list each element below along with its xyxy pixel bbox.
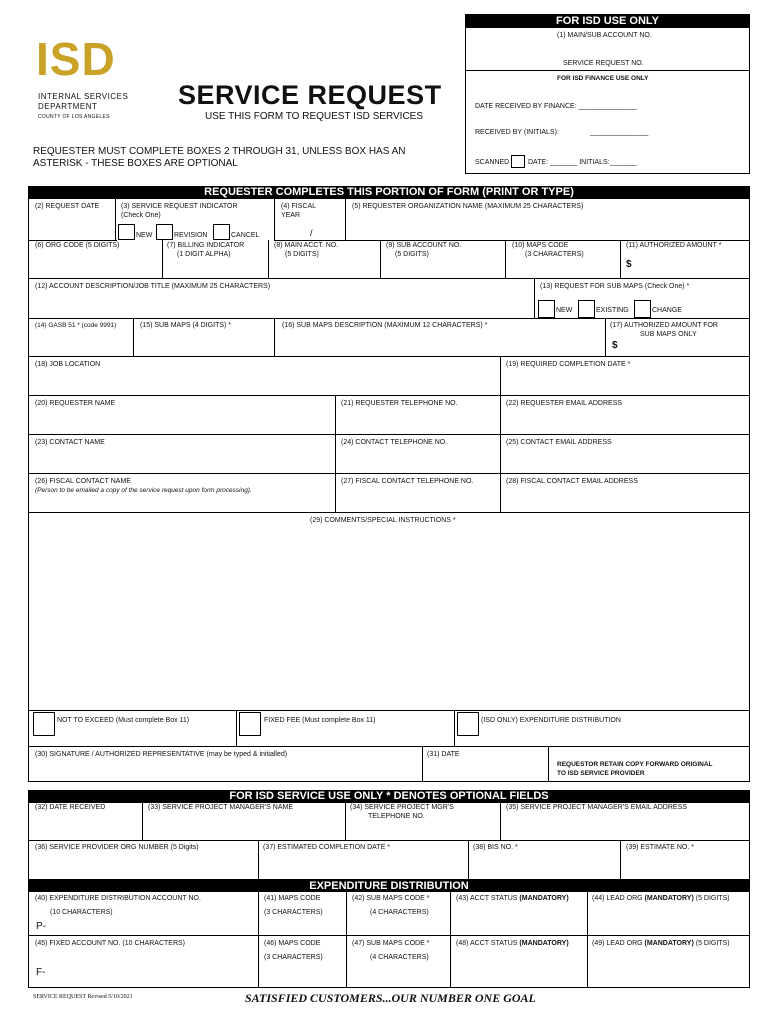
expenditure-distribution-checkbox[interactable] <box>457 712 479 736</box>
logo-line-2: DEPARTMENT <box>38 102 98 111</box>
f43-mandatory: (MANDATORY) <box>519 895 569 902</box>
f42-sub-label: (4 CHARACTERS) <box>370 909 429 916</box>
received-by-line: _______________ <box>590 129 649 136</box>
f44-label <box>592 894 730 903</box>
f48-mandatory: (MANDATORY) <box>519 940 569 947</box>
f45-label: (45) FIXED ACCOUNT NO. (10 CHARACTERS) <box>35 940 186 947</box>
new-checkbox[interactable] <box>118 224 135 240</box>
not-to-exceed-label: NOT TO EXCEED (Must complete Box 11) <box>57 717 190 724</box>
f3-sub-label: (Check One) <box>121 212 161 219</box>
f18-label: (18) JOB LOCATION <box>35 361 101 368</box>
finance-use-header: FOR ISD FINANCE USE ONLY <box>557 75 649 82</box>
f49-mandatory: (MANDATORY) <box>644 940 694 947</box>
isd-only-label: (ISD ONLY) EXPENDITURE DISTRIBUTION <box>481 717 621 724</box>
f-prefix: F- <box>36 967 46 978</box>
f47-sub-label: (4 CHARACTERS) <box>370 954 429 961</box>
f9-label: (9) SUB ACCOUNT NO. <box>386 242 462 249</box>
f14-label: (14) GASB 51 * (code 9991) <box>35 322 117 329</box>
not-to-exceed-checkbox[interactable] <box>33 712 55 736</box>
f25-label: (25) CONTACT EMAIL ADDRESS <box>506 439 612 446</box>
retain-copy-label-2: TO ISD SERVICE PROVIDER <box>557 770 645 777</box>
f43-label <box>456 894 569 903</box>
scanned-checkbox[interactable] <box>511 155 525 168</box>
footer-slogan: SATISFIED CUSTOMERS...OUR NUMBER ONE GOAL <box>245 991 536 1005</box>
cancel-label: CANCEL <box>231 232 260 239</box>
logo-mark: ISD <box>36 33 116 85</box>
f4-label: (4) FISCAL <box>281 203 317 210</box>
f36-label: (36) SERVICE PROVIDER ORG NUMBER (5 Digits) <box>35 844 199 851</box>
f34-sub-label: TELEPHONE NO. <box>368 813 425 820</box>
f7-label: (7) BILLING INDICATOR <box>167 242 245 249</box>
f49-digits: (5 DIGITS) <box>695 940 730 947</box>
revision-label: REVISION <box>174 232 208 239</box>
retain-copy-label: REQUESTOR RETAIN COPY FORWARD ORIGINAL <box>557 761 713 768</box>
f8-sub-label: (5 DIGITS) <box>285 251 319 258</box>
fixed-fee-label: FIXED FEE (Must complete Box 11) <box>264 717 376 724</box>
logo-line-3: COUNTY OF LOS ANGELES <box>38 114 110 120</box>
sub-maps-existing-label: EXISTING <box>596 307 629 314</box>
new-label: NEW <box>136 232 153 239</box>
f22-label: (22) REQUESTER EMAIL ADDRESS <box>506 400 623 407</box>
f12-label: (12) ACCOUNT DESCRIPTION/JOB TITLE (MAXIMUM 25 CHARACTERS) <box>35 283 271 290</box>
f46-sub-label: (3 CHARACTERS) <box>264 954 323 961</box>
f16-label: (16) SUB MAPS DESCRIPTION (MAXIMUM 12 CHARACTERS) * <box>282 322 488 329</box>
f9-sub-label: (5 DIGITS) <box>395 251 429 258</box>
f42-label: (42) SUB MAPS CODE * <box>352 895 430 902</box>
f37-label: (37) ESTIMATED COMPLETION DATE * <box>263 844 390 851</box>
f4-sub-label: YEAR <box>281 212 301 219</box>
f41-label: (41) MAPS CODE <box>264 895 321 902</box>
scanned-label: SCANNED <box>475 159 510 166</box>
f23-label: (23) CONTACT NAME <box>35 439 105 446</box>
sub-maps-new-checkbox[interactable] <box>538 300 555 318</box>
f47-label: (47) SUB MAPS CODE * <box>352 940 430 947</box>
isd-use-header: FOR ISD USE ONLY <box>465 14 750 28</box>
f15-label: (15) SUB MAPS (4 DIGITS) * <box>140 322 232 329</box>
f49-text: (49) LEAD ORG <box>592 940 643 947</box>
f44-mandatory: (MANDATORY) <box>644 895 694 902</box>
sub-maps-new-label: NEW <box>556 307 573 314</box>
service-request-no-label: SERVICE REQUEST NO. <box>563 60 644 67</box>
f48-text: (48) ACCT STATUS <box>456 940 518 947</box>
isd-logo <box>36 33 146 128</box>
date-received-finance-label: DATE RECEIVED BY FINANCE: _______________ <box>475 103 637 110</box>
f27-label: (27) FISCAL CONTACT TELEPHONE NO. <box>341 478 474 485</box>
logo-line-1: INTERNAL SERVICES <box>38 92 129 101</box>
f8-label: (8) MAIN ACCT. NO. <box>274 242 339 249</box>
f44-digits: (5 DIGITS) <box>695 895 730 902</box>
received-by-label: RECEIVED BY (INITIALS): <box>475 129 559 136</box>
f26-label: (26) FISCAL CONTACT NAME <box>35 478 131 485</box>
f32-label: (32) DATE RECEIVED <box>35 804 106 811</box>
revision-checkbox[interactable] <box>156 224 173 240</box>
f10-sub-label: (3 CHARACTERS) <box>525 251 584 258</box>
f11-label: (11) AUTHORIZED AMOUNT * <box>626 242 722 249</box>
page-subtitle: USE THIS FORM TO REQUEST ISD SERVICES <box>205 111 424 122</box>
f35-label: (35) SERVICE PROJECT MANAGER'S EMAIL ADDRESS <box>506 804 687 811</box>
f13-label: (13) REQUEST FOR SUB MAPS (Check One) * <box>540 283 690 290</box>
f40-label: (40) EXPENDITURE DISTRIBUTION ACCOUNT NO. <box>35 895 201 902</box>
f44-text: (44) LEAD ORG <box>592 895 643 902</box>
f17-dollar: $ <box>612 340 618 351</box>
f46-label: (46) MAPS CODE <box>264 940 321 947</box>
expenditure-band: EXPENDITURE DISTRIBUTION <box>28 880 750 892</box>
f20-label: (20) REQUESTER NAME <box>35 400 116 407</box>
main-sub-account-label: (1) MAIN/SUB ACCOUNT NO. <box>557 32 652 39</box>
f49-label <box>592 939 730 948</box>
f34-label: (34) SERVICE PROJECT MGR'S <box>350 804 454 811</box>
sub-maps-existing-checkbox[interactable] <box>578 300 595 318</box>
f4-slash: / <box>310 228 313 238</box>
f43-text: (43) ACCT STATUS <box>456 895 518 902</box>
f33-label: (33) SERVICE PROJECT MANAGER'S NAME <box>148 804 293 811</box>
f30-label: (30) SIGNATURE / AUTHORIZED REPRESENTATIVE (may be typed & initialled) <box>35 751 288 758</box>
fixed-fee-checkbox[interactable] <box>239 712 261 736</box>
f3-label: (3) SERVICE REQUEST INDICATOR <box>121 203 238 210</box>
service-band: FOR ISD SERVICE USE ONLY * DENOTES OPTIONAL FIELDS <box>28 790 750 803</box>
page-title: SERVICE REQUEST <box>178 80 442 110</box>
f11-dollar: $ <box>626 259 632 270</box>
sub-maps-change-label: CHANGE <box>652 307 682 314</box>
f41-sub-label: (3 CHARACTERS) <box>264 909 323 916</box>
date-initials-label: DATE: _______ INITIALS:_______ <box>528 159 637 166</box>
cancel-checkbox[interactable] <box>213 224 230 240</box>
revised-date: SERVICE REQUEST Revised 5/10/2021 <box>33 994 133 1000</box>
f26-note: (Person to be emailed a copy of the service request upon form processing). <box>35 487 252 494</box>
f38-label: (38) BIS NO. * <box>473 844 518 851</box>
f24-label: (24) CONTACT TELEPHONE NO. <box>341 439 448 446</box>
f17-sub-label: SUB MAPS ONLY <box>640 331 697 338</box>
f28-label: (28) FISCAL CONTACT EMAIL ADDRESS <box>506 478 638 485</box>
f31-label: (31) DATE <box>427 751 460 758</box>
f17-label: (17) AUTHORIZED AMOUNT FOR <box>610 322 718 329</box>
p-prefix: P- <box>36 921 46 932</box>
requester-band: REQUESTER COMPLETES THIS PORTION OF FORM (PRINT OR TYPE) <box>28 186 750 199</box>
f10-label: (10) MAPS CODE <box>512 242 569 249</box>
f29-label: (29) COMMENTS/SPECIAL INSTRUCTIONS * <box>310 517 456 524</box>
f7-sub-label: (1 DIGIT ALPHA) <box>177 251 231 258</box>
f39-label: (39) ESTIMATE NO. * <box>626 844 694 851</box>
f48-label <box>456 939 569 948</box>
instructions: REQUESTER MUST COMPLETE BOXES 2 THROUGH 31, UNLESS BOX HAS AN ASTERISK - THESE BOXES ARE OPTIONAL <box>33 146 406 169</box>
f40-sub-label: (10 CHARACTERS) <box>50 909 113 916</box>
f21-label: (21) REQUESTER TELEPHONE NO. <box>341 400 458 407</box>
f5-label: (5) REQUESTER ORGANIZATION NAME (MAXIMUM 25 CHARACTERS) <box>352 203 584 210</box>
sub-maps-change-checkbox[interactable] <box>634 300 651 318</box>
f2-label: (2) REQUEST DATE <box>35 203 100 210</box>
f19-label: (19) REQUIRED COMPLETION DATE * <box>506 361 631 368</box>
f6-label: (6) ORG CODE (5 DIGITS) <box>35 242 120 249</box>
